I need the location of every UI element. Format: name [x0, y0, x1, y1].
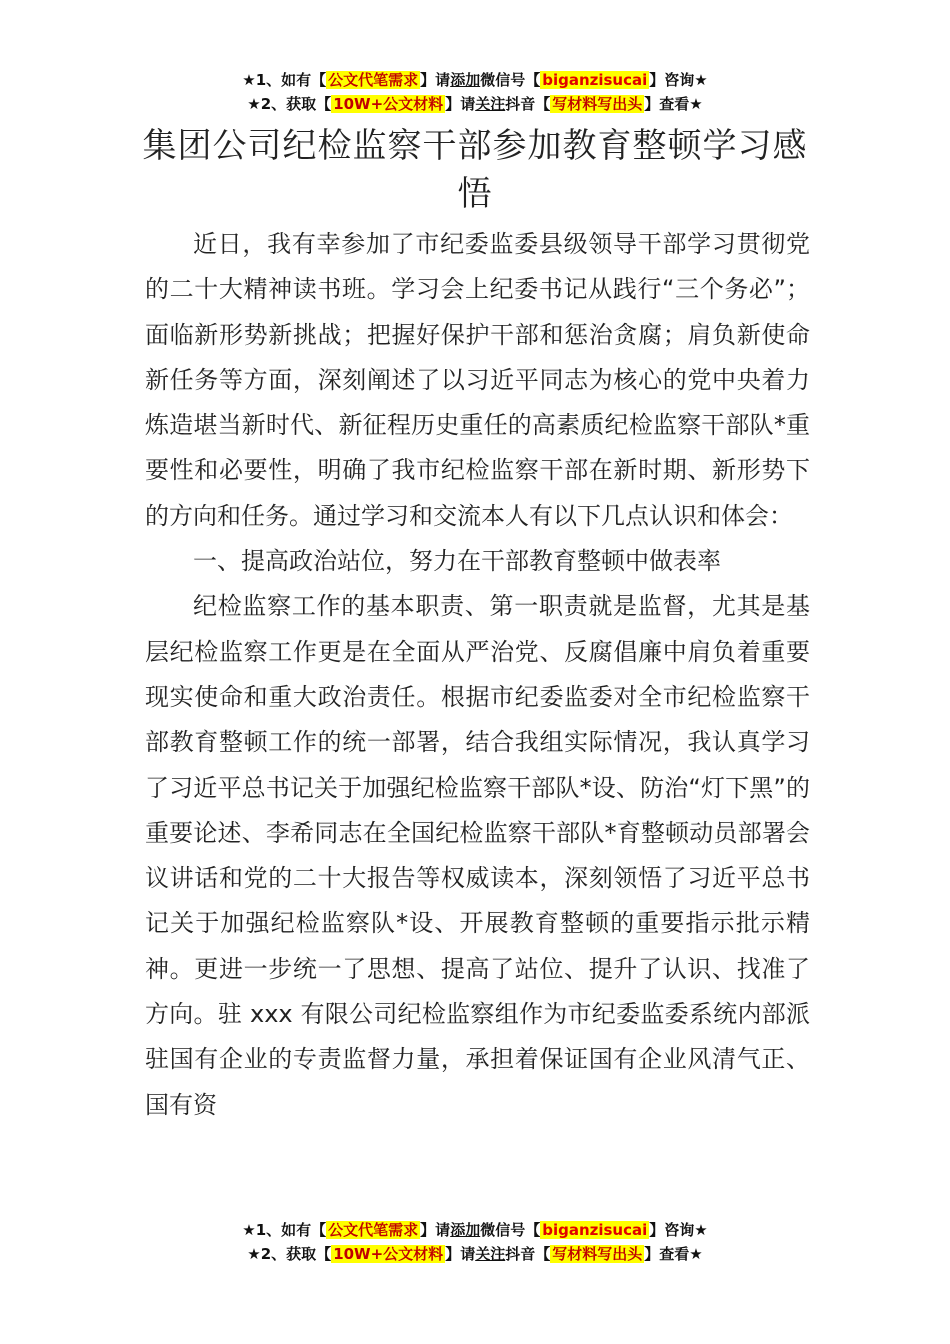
header-banner-line-2	[0, 92, 950, 116]
document-title: 集团公司纪检监察干部参加教育整顿学习感悟	[142, 126, 808, 214]
header-line2-mid1: 】请	[445, 95, 476, 113]
header-line1-prefix: ★1、如有【	[242, 71, 327, 89]
header-line1-highlight-service: 公文代笔需求	[328, 71, 419, 89]
footer-line2-mid1: 】请	[445, 1245, 476, 1263]
header-line2-suffix: 】查看★	[644, 95, 703, 113]
header-line2-mid2: 抖音【	[505, 95, 551, 113]
header-line1-mid1: 】请	[420, 71, 451, 89]
paragraph-intro: 近日，我有幸参加了市纪委监委县级领导干部学习贯彻党的二十大精神读书班。学习会上纪委书记从践行“三个务必”；面临新形势新挑战；把握好保护干部和惩治贪腐；肩负新使命新任务等方面，深刻阐述了以习近平同志为核心的党中央着力炼造堪当新时代、新征程历史重任的高素质纪检监察干部队*重要性和必要性，明确了我市纪检监察干部在新时期、新形势下的方向和任务。通过学习和交流本人有以下几点认识和体会：	[145, 230, 810, 530]
header-line2-highlight-account: 写材料写出头	[552, 95, 643, 113]
header-line1-mid2: 微信号【	[480, 71, 541, 89]
footer-line1-mid2: 微信号【	[480, 1221, 541, 1239]
header-line2-highlight-materials: 10W+公文材料	[333, 95, 444, 113]
header-line2-prefix: ★2、获取【	[247, 95, 332, 113]
header-line2-underline-follow: 关注	[475, 95, 506, 113]
footer-line2-highlight-materials: 10W+公文材料	[333, 1245, 444, 1263]
header-banner-line-1	[0, 68, 950, 92]
footer-line1-underline-add: 添加	[450, 1221, 481, 1239]
footer-line1-prefix: ★1、如有【	[242, 1221, 327, 1239]
header-line1-underline-add: 添加	[450, 71, 481, 89]
section-heading-1: 一、提高政治站位，努力在干部教育整顿中做表率	[193, 547, 721, 576]
footer-line2-underline-follow: 关注	[475, 1245, 506, 1263]
footer-line1-suffix: 】咨询★	[649, 1221, 708, 1239]
footer-banner	[0, 1218, 950, 1266]
footer-line2-highlight-account: 写材料写出头	[552, 1245, 643, 1263]
footer-line2-suffix: 】查看★	[644, 1245, 703, 1263]
footer-line1-highlight-wechat-id: biganzisucai	[542, 1221, 648, 1239]
footer-banner-line-2	[0, 1242, 950, 1266]
footer-line2-prefix: ★2、获取【	[247, 1245, 332, 1263]
footer-banner-line-1	[0, 1218, 950, 1242]
header-line1-suffix: 】咨询★	[649, 71, 708, 89]
header-line1-highlight-wechat-id: biganzisucai	[542, 71, 648, 89]
footer-line1-mid1: 】请	[420, 1221, 451, 1239]
header-banner	[0, 68, 950, 116]
footer-line1-highlight-service: 公文代笔需求	[328, 1221, 419, 1239]
footer-line2-mid2: 抖音【	[505, 1245, 551, 1263]
paragraph-section-1: 纪检监察工作的基本职责、第一职责就是监督，尤其是基层纪检监察工作更是在全面从严治党、反腐倡廉中肩负着重要现实使命和重大政治责任。根据市纪委监委对全市纪检监察干部教育整顿工作的统一部署，结合我组实际情况，我认真学习了习近平总书记关于加强纪检监察干部队*设、防治“灯下黑”的重要论述、李希同志在全国纪检监察干部队*育整顿动员部署会议讲话和党的二十大报告等权威读本，深刻领悟了习近平总书记关于加强纪检监察队*设、开展教育整顿的重要指示批示精神。更进一步统一了思想、提高了站位、提升了认识、找准了方向。驻 xxx 有限公司纪检监察组作为市纪委监委系统内部派驻国有企业的专责监督力量，承担着保证国有企业风清气正、国有资	[145, 592, 810, 1119]
document-body	[145, 222, 810, 1128]
